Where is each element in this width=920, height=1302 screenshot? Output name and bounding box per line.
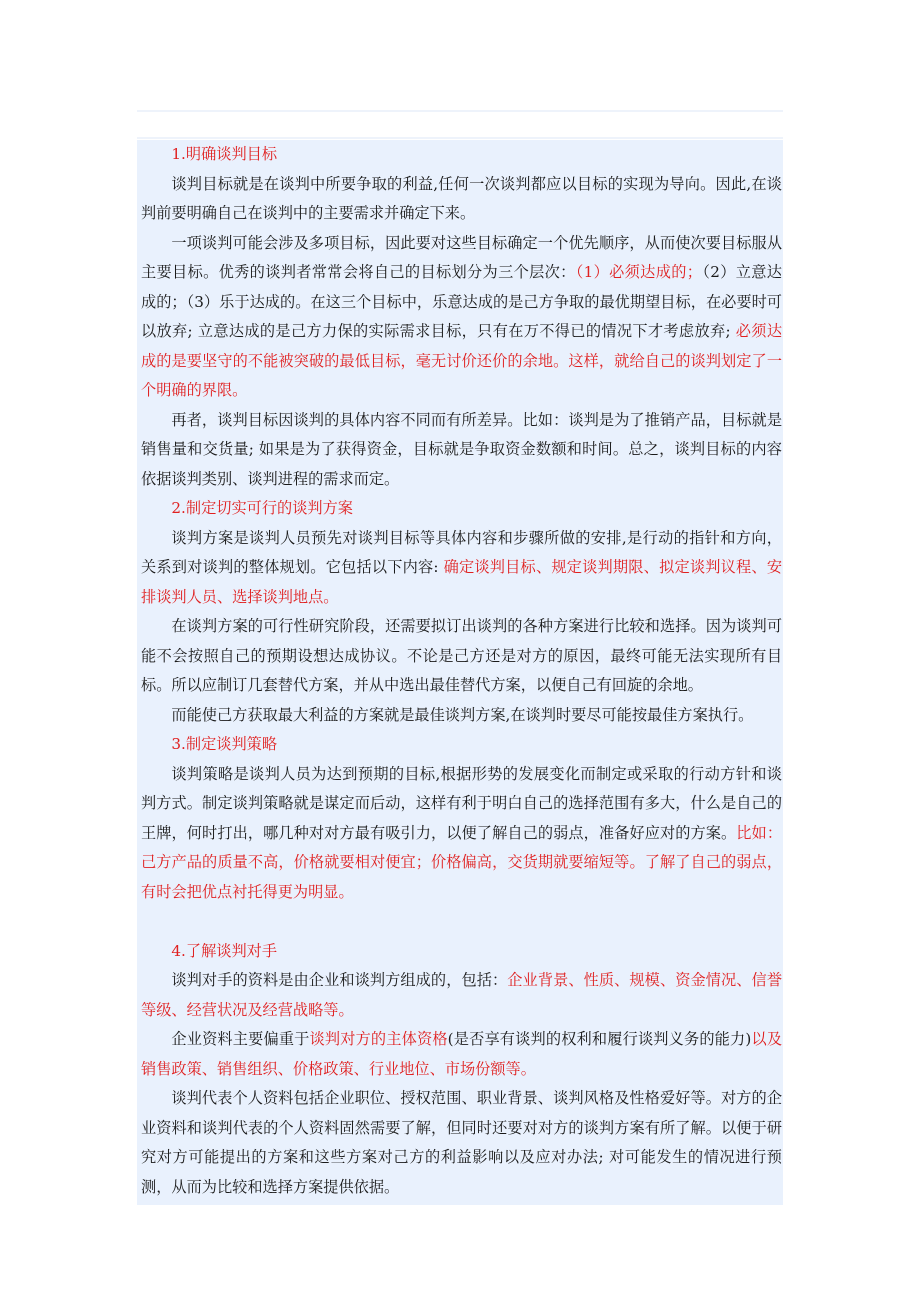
paragraph [141,170,782,229]
text-run: 而能使己方获取最大利益的方案就是最佳谈判方案,在谈判时要尽可能按最佳方案执行。 [171,705,754,724]
text-run: 谈判策略是谈判人员为达到预期的目标,根据形势的发展变化而制定或采取的行动方针和谈判方式。制定谈判策略就是谋定而后动，这样有利于明白自己的选择范围有多大，什么是自己的王牌，何时打出，哪几种对对方最有吸引力，以便了解自己的弱点，准备好应对的方案。 [141,764,782,842]
text-run: 一项谈判可能会涉及多项目标，因此要对这些目标确定一个优先顺序，从而使次要目标服从主要目标。优秀的谈判者常常会将自己的目标划分为三个层次： [141,233,782,281]
paragraph [141,524,782,613]
highlight-text: 企业背景、性质、规模、资金情况、信誉等级、经营状况及经营战略等。 [141,971,783,1019]
paragraph [141,760,782,908]
text-run: (是否享有谈判的权利和履行谈判义务的能力) [447,1030,752,1048]
paragraph [141,1025,782,1084]
text-run: 谈判目标就是在谈判中所要争取的利益,任何一次谈判都应以目标的实现为导向。因此,在谈判前要明确自己在谈判中的主要需求并确定下来。 [141,174,782,222]
text-run: 谈判代表个人资料包括企业职位、授权范围、职业背景、谈判风格及性格爱好等。对方的企业资料和谈判代表的个人资料固然需要了解，但同时还要对对方的谈判方案有所了解。以便于研究对方可能提出的方案和这些方案对己方的利益影响以及应对办法; 对可能发生的情况进行预测，从而为比较和选择方案提供依据。 [141,1089,782,1196]
text-run: 企业资料主要偏重于 [171,1030,310,1048]
highlight-text: 确定谈判目标、规定谈判期限、拟定谈判议程、安排谈判人员、选择谈判地点。 [141,558,783,606]
text-run: （2）立意达成的；（3）乐于达成的。在这三个目标中，乐意达成的是己方争取的最优期望目标，在必要时可以放弃; 立意达成的是己方力保的实际需求目标，只有在万不得已的情况下才考虑放弃; [141,263,782,340]
paragraph [141,1084,782,1202]
highlight-text: （1）必须达成的； [575,263,702,281]
highlight-text: 谈判对方的主体资格 [309,1030,448,1048]
article-body [137,140,783,1205]
paragraph [141,966,782,1025]
highlight-text: 必须达成的是要坚守的不能被突破的最低目标，毫无讨价还价的余地。这样，就给自己的谈判划定了一个明确的界限。 [141,322,783,399]
section-heading: 4.了解谈判对手 [171,941,278,960]
paragraph [141,701,782,731]
section-heading: 2.制定切实可行的谈判方案 [171,499,353,517]
section-heading: 3.制定谈判策略 [171,735,278,753]
section [141,140,782,494]
section [141,494,782,730]
paragraph [141,612,782,701]
paragraph [141,406,782,495]
highlight-text: 比如：己方产品的质量不高，价格就要相对便宜；价格偏高，交货期就要缩短等。了解了自己的弱点，有时会把优点衬托得更为明显。 [141,823,783,901]
top-divider [137,110,783,112]
text-run: 谈判对手的资料是由企业和谈判方组成的，包括： [171,971,508,989]
spacer [141,907,782,937]
text-run: 谈判方案是谈判人员预先对谈判目标等具体内容和步骤所做的安排,是行动的指针和方向，关系到对谈判的整体规划。它包括以下内容: [141,528,782,576]
section [141,730,782,907]
paragraph [141,229,782,406]
header-divider [137,137,783,139]
section [141,937,782,1203]
text-run: 再者，谈判目标因谈判的具体内容不同而有所差异。比如：谈判是为了推销产品，目标就是销售量和交货量; 如果是为了获得资金，目标就是争取资金数额和时间。总之，谈判目标的内容依据谈判类别、谈判进程的需求而定。 [141,410,782,488]
highlight-text: 以及销售政策、销售组织、价格政策、行业地位、市场份额等。 [141,1030,783,1078]
section-heading: 1.明确谈判目标 [171,145,278,163]
text-run: 在谈判方案的可行性研究阶段，还需要拟订出谈判的各种方案进行比较和选择。因为谈判可能不会按照自己的预期设想达成协议。不论是己方还是对方的原因，最终可能无法实现所有目标。所以应制订几套替代方案，并从中选出最佳替代方案，以便自己有回旋的余地。 [141,617,782,694]
